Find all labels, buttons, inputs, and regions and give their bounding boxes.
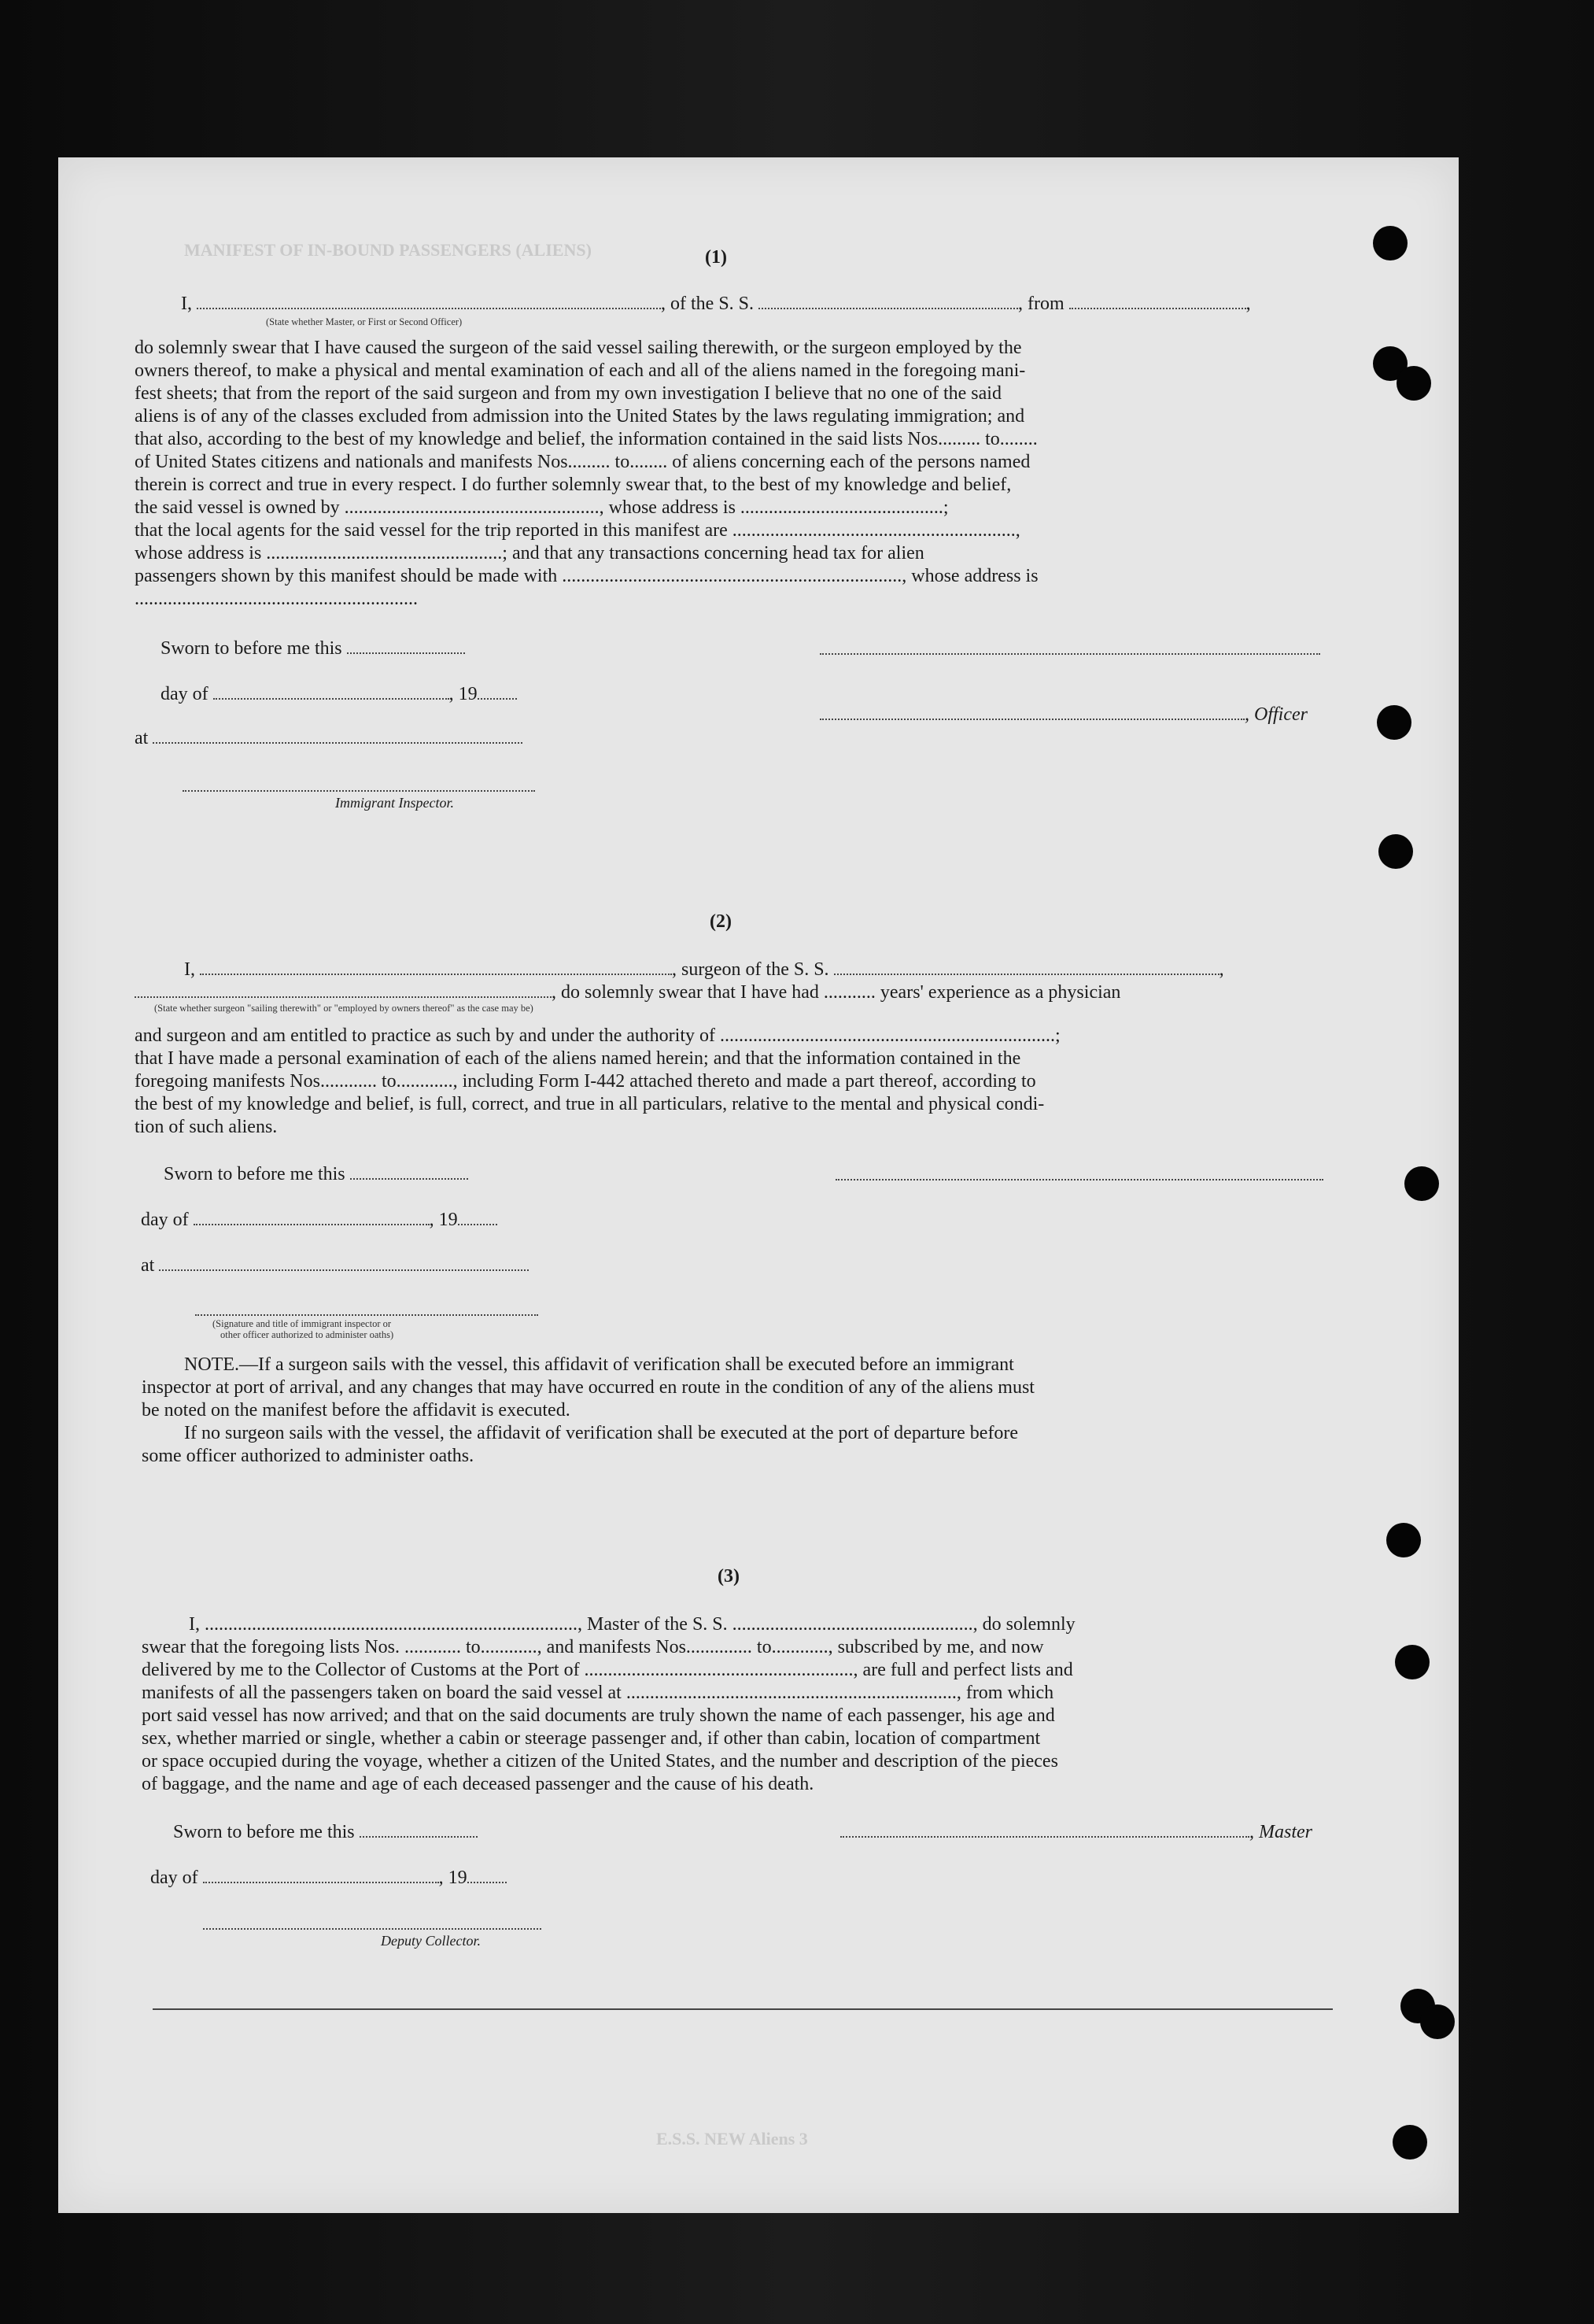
s2-second-line <box>135 981 1120 1003</box>
s1-officer-line <box>820 704 1308 726</box>
s3-master-field[interactable] <box>840 1822 1249 1838</box>
bleed-through-top: MANIFEST OF IN-BOUND PASSENGERS (ALIENS) <box>184 240 592 260</box>
s3-line-4: manifests of all the passengers taken on board the said vessel at ......................................................................, from which <box>142 1683 1054 1703</box>
section1-from: , from <box>1018 294 1065 314</box>
s1-line-6: of United States citizens and nationals and manifests Nos......... to........ of aliens concerning each of the persons named <box>135 452 1031 472</box>
s2-vessel-field[interactable] <box>834 959 1219 975</box>
s3-line-3: delivered by me to the Collector of Customs at the Port of ........................................................., are full and perfect lists and <box>142 1660 1073 1680</box>
s2-inspector-line[interactable] <box>195 1314 538 1316</box>
s1-day-field[interactable] <box>213 684 449 700</box>
s1-year-label: , 19 <box>448 684 478 704</box>
s1-inspector-line[interactable] <box>183 790 535 792</box>
s3-sworn-label: Sworn to before me this <box>173 1822 355 1842</box>
s3-line-8: of baggage, and the name and age of each deceased passenger and the cause of his death. <box>142 1774 814 1794</box>
s3-line-7: or space occupied during the voyage, whether a citizen of the United States, and the number and description of the pieces <box>142 1751 1058 1772</box>
s3-line-1: I, ..............................................................................., Master of the S. S. ..................................................., do solemnly <box>189 1614 1076 1635</box>
s1-day-of-label: day of <box>161 684 208 704</box>
s2-at <box>141 1254 529 1277</box>
section1-i: I, <box>181 294 192 314</box>
s3-sworn <box>173 1821 478 1843</box>
s2-note-line-4: If no surgeon sails with the vessel, the affidavit of verification shall be executed at the port of departure before <box>184 1423 1019 1443</box>
punch-hole <box>1404 1166 1439 1201</box>
s2-sworn-label: Sworn to before me this <box>164 1164 345 1184</box>
s3-master-line <box>840 1821 1312 1843</box>
s2-year-field[interactable] <box>458 1210 497 1225</box>
punch-hole <box>1378 834 1413 869</box>
punch-hole <box>1420 2004 1455 2039</box>
s1-sworn <box>161 637 465 660</box>
from-port-field[interactable] <box>1069 294 1246 309</box>
punch-hole <box>1395 1645 1430 1679</box>
s2-at-label: at <box>141 1255 155 1276</box>
punch-hole <box>1373 226 1408 260</box>
punch-hole <box>1397 366 1431 401</box>
s2-year-label: , 19 <box>429 1210 458 1230</box>
s3-sworn-field[interactable] <box>360 1822 478 1838</box>
form-page <box>58 157 1459 2213</box>
s3-day-field[interactable] <box>203 1868 439 1883</box>
s2-line-4: the best of my knowledge and belief, is full, correct, and true in all particulars, relative to the mental and physical condi- <box>135 1094 1045 1114</box>
punch-hole <box>1386 1523 1421 1557</box>
section1-heading: (1) <box>705 247 727 268</box>
vessel-name-field[interactable] <box>758 294 1018 309</box>
s3-line-5: port said vessel has now arrived; and that on the said documents are truly shown the name of each passenger, his age and <box>142 1705 1055 1726</box>
s2-first-line: I, , surgeon of the S. S. , <box>184 959 1224 980</box>
surgeon-status-field[interactable] <box>135 982 552 998</box>
s3-line-2: swear that the foregoing lists Nos. ............ to............, and manifests Nos.............. to............, subscribed by me, and now <box>142 1637 1044 1657</box>
s2-surgeon-of: , surgeon of the S. S. <box>672 959 829 980</box>
section2-heading: (2) <box>710 911 732 932</box>
s3-master-label: , Master <box>1249 1822 1312 1842</box>
s3-day-of-label: day of <box>150 1868 198 1888</box>
s2-note-line-5: some officer authorized to administer oaths. <box>142 1446 474 1466</box>
s3-year-field[interactable] <box>467 1868 507 1883</box>
s2-note-line-1: NOTE.—If a surgeon sails with the vessel, this affidavit of verification shall be executed before an immigrant <box>184 1354 1014 1375</box>
s1-line-11: passengers shown by this manifest should be made with ........................................................................, whose address is <box>135 566 1039 586</box>
s1-line-12: ............................................................ <box>135 589 418 609</box>
section1-of-ss: , of the S. S. <box>661 294 755 314</box>
s2-note: (State whether surgeon "sailing therewith" or "employed by owners thereof" as the case may be) <box>154 1003 533 1014</box>
s2-sworn <box>164 1163 468 1185</box>
s2-line-5: tion of such aliens. <box>135 1117 278 1137</box>
s1-line-3: fest sheets; that from the report of the said surgeon and from my own investigation I believe that no one of the said <box>135 383 1002 404</box>
bottom-rule <box>153 2008 1333 2010</box>
s2-sig-caption-2: other officer authorized to administer oaths) <box>220 1329 394 1340</box>
s3-collector-caption: Deputy Collector. <box>381 1933 481 1949</box>
section1-first-line: I, , of the S. S. , from , <box>181 294 1251 314</box>
s2-sworn-field[interactable] <box>350 1164 468 1180</box>
s1-officer-field[interactable] <box>820 704 1245 720</box>
s1-sworn-field[interactable] <box>347 638 465 654</box>
s1-inspector-caption: Immigrant Inspector. <box>335 795 454 811</box>
s1-line-1: do solemnly swear that I have caused the surgeon of the said vessel sailing therewith, or the surgeon employed by the <box>135 338 1022 358</box>
officer-note: (State whether Master, or First or Second Officer) <box>266 316 463 327</box>
s2-at-field[interactable] <box>159 1255 529 1271</box>
punch-hole <box>1377 705 1411 740</box>
s1-at-field[interactable] <box>153 728 522 744</box>
punch-hole <box>1393 2125 1427 2160</box>
s1-line-2: owners thereof, to make a physical and mental examination of each and all of the aliens named in the foregoing mani- <box>135 360 1026 381</box>
s1-line-7: therein is correct and true in every respect. I do further solemnly swear that, to the best of my knowledge and belief, <box>135 475 1012 495</box>
section3-heading: (3) <box>718 1566 740 1587</box>
s2-day-of-label: day of <box>141 1210 189 1230</box>
s1-line-9: that the local agents for the said vessel for the trip reported in this manifest are ............................................................, <box>135 520 1020 541</box>
s1-at <box>135 727 522 749</box>
s1-line-10: whose address is ..................................................; and that any transactions concerning head tax for alien <box>135 543 924 563</box>
s2-sig-caption-1: (Signature and title of immigrant inspector or <box>212 1318 392 1329</box>
s2-day-of <box>141 1209 497 1231</box>
s1-at-label: at <box>135 728 149 748</box>
s3-day-of <box>150 1867 507 1889</box>
s1-signature-line-top[interactable] <box>820 653 1320 655</box>
s2-i: I, <box>184 959 195 980</box>
s2-swear: , do solemnly swear that I have had ........... years' experience as a physician <box>552 982 1121 1003</box>
s1-line-5: that also, according to the best of my knowledge and belief, the information contained in the said lists Nos......... to........ <box>135 429 1038 449</box>
officer-name-field[interactable] <box>197 294 661 309</box>
s2-line-1: and surgeon and am entitled to practice as such by and under the authority of .......................................................................; <box>135 1025 1061 1046</box>
s2-note-line-2: inspector at port of arrival, and any changes that may have occurred en route in the condition of any of the aliens must <box>142 1377 1035 1398</box>
s2-line-3: foregoing manifests Nos............ to............, including Form I-442 attached thereto and made a part thereof, according to <box>135 1071 1036 1092</box>
surgeon-name-field[interactable] <box>200 959 672 975</box>
s2-note-line-3: be noted on the manifest before the affidavit is executed. <box>142 1400 570 1421</box>
s1-sworn-label: Sworn to before me this <box>161 638 342 659</box>
bleed-through-bottom: E.S.S. NEW Aliens 3 <box>656 2129 808 2148</box>
s3-line-6: sex, whether married or single, whether a cabin or steerage passenger and, if other than cabin, location of compartment <box>142 1728 1041 1749</box>
s2-signature-line[interactable] <box>836 1179 1323 1180</box>
s3-year-label: , 19 <box>438 1868 467 1888</box>
s1-line-4: aliens is of any of the classes excluded from admission into the United States by the laws regulating immigration; and <box>135 406 1025 427</box>
s2-day-field[interactable] <box>194 1210 430 1225</box>
s1-line-8: the said vessel is owned by ......................................................, whose address is ...........................................; <box>135 497 949 518</box>
s1-day-of <box>161 683 517 705</box>
s3-collector-line[interactable] <box>203 1928 541 1930</box>
s1-officer-label: , Officer <box>1245 704 1308 725</box>
s2-line-2: that I have made a personal examination of each of the aliens named herein; and that the information contained in the <box>135 1048 1021 1069</box>
s1-year-field[interactable] <box>478 684 517 700</box>
